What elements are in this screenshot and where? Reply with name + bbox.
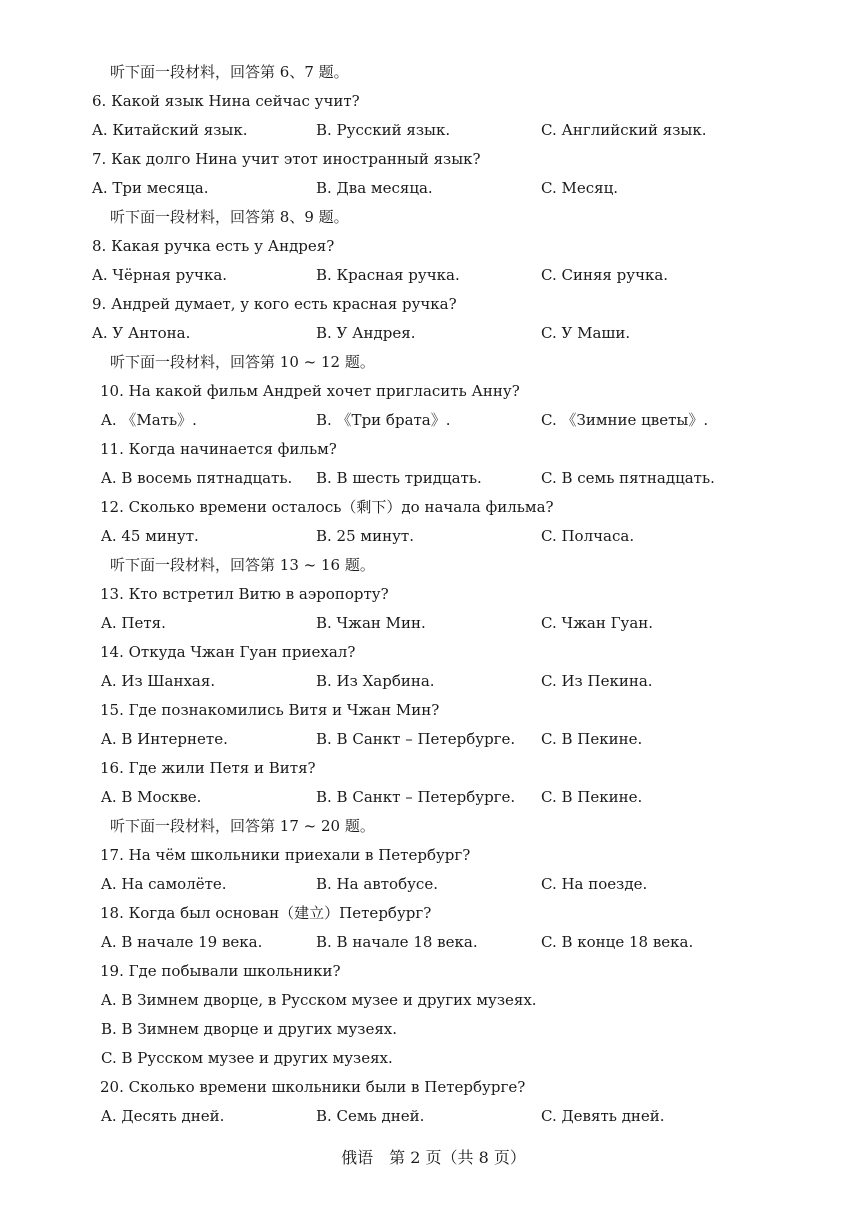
option-c: C. В конце 18 века. [541, 933, 694, 951]
question-13-options [0, 611, 867, 635]
question-text: 9. Андрей думает, у кого есть красная ручка? [92, 295, 457, 313]
option-a: A. 45 минут. [101, 527, 199, 545]
option-a: A. На самолёте. [101, 875, 227, 893]
option-c: C. В Русском музее и других музеях. [101, 1049, 393, 1067]
question-11-options [0, 466, 867, 490]
option-b: B. В Зимнем дворце и других музеях. [101, 1020, 398, 1038]
question-19-option-a [0, 988, 867, 1012]
question-10 [0, 379, 867, 403]
question-15 [0, 698, 867, 722]
question-12 [0, 495, 867, 519]
section-instruction [0, 814, 867, 838]
option-b: B. Чжан Мин. [316, 614, 426, 632]
option-a: A. У Антона. [92, 324, 191, 342]
option-b: B. Из Харбина. [316, 672, 435, 690]
option-a: A. В Зимнем дворце, в Русском музее и других музеях. [101, 991, 537, 1009]
section-instruction [0, 553, 867, 577]
question-text: 15. Где познакомились Витя и Чжан Мин? [100, 701, 440, 719]
question-6-options [0, 118, 867, 142]
section-instruction [0, 205, 867, 229]
question-text: 11. Когда начинается фильм? [100, 440, 337, 458]
question-7-options [0, 176, 867, 200]
question-8-options [0, 263, 867, 287]
instruction-text: 听下面一段材料，回答第 8、9 题。 [110, 208, 349, 226]
option-a: A. Чёрная ручка. [92, 266, 228, 284]
question-18-options [0, 930, 867, 954]
instruction-text: 听下面一段材料，回答第 13 ~ 16 题。 [110, 556, 375, 574]
option-c: C. Из Пекина. [541, 672, 653, 690]
option-c: C. Английский язык. [541, 121, 707, 139]
option-a: A. Китайский язык. [92, 121, 248, 139]
question-19-option-c [0, 1046, 867, 1070]
question-10-options [0, 408, 867, 432]
question-12-options [0, 524, 867, 548]
question-text: 12. Сколько времени осталось（剩下）до начала фильма? [100, 498, 554, 516]
section-instruction [0, 350, 867, 374]
question-text: 16. Где жили Петя и Витя? [100, 759, 316, 777]
option-c: C. Девять дней. [541, 1107, 665, 1125]
option-b: B. Семь дней. [316, 1107, 425, 1125]
question-16 [0, 756, 867, 780]
option-b: B. В шесть тридцать. [316, 469, 482, 487]
question-text: 20. Сколько времени школьники были в Петербурге? [100, 1078, 526, 1096]
question-8 [0, 234, 867, 258]
question-17 [0, 843, 867, 867]
question-14 [0, 640, 867, 664]
question-6 [0, 89, 867, 113]
option-b: B. Два месяца. [316, 179, 433, 197]
option-a: A. Петя. [101, 614, 166, 632]
option-c: C. В Пекине. [541, 788, 643, 806]
option-b: B. На автобусе. [316, 875, 438, 893]
question-text: 19. Где побывали школьники? [100, 962, 341, 980]
option-b: B. У Андрея. [316, 324, 416, 342]
question-11 [0, 437, 867, 461]
question-text: 6. Какой язык Нина сейчас учит? [92, 92, 360, 110]
page-footer: 俄语 第 2 页（共 8 页） [341, 1148, 526, 1167]
option-a: A. В Интернете. [101, 730, 228, 748]
instruction-text: 听下面一段材料，回答第 10 ~ 12 题。 [110, 353, 375, 371]
option-a: A. Три месяца. [92, 179, 209, 197]
question-7 [0, 147, 867, 171]
option-a: A. Десять дней. [101, 1107, 225, 1125]
option-b: B. 《Три брата》. [316, 411, 451, 429]
option-a: A. Из Шанхая. [101, 672, 216, 690]
option-c: C. В семь пятнадцать. [541, 469, 715, 487]
section-instruction [0, 60, 867, 84]
option-b: B. В Санкт – Петербурге. [316, 788, 516, 806]
option-c: C. Полчаса. [541, 527, 635, 545]
option-b: B. Красная ручка. [316, 266, 460, 284]
question-16-options [0, 785, 867, 809]
question-9 [0, 292, 867, 316]
option-a: A. В Москве. [101, 788, 202, 806]
option-c: C. В Пекине. [541, 730, 643, 748]
option-c: C. Чжан Гуан. [541, 614, 654, 632]
option-a: A. 《Мать》. [101, 411, 197, 429]
question-19 [0, 959, 867, 983]
question-text: 13. Кто встретил Витю в аэропорту? [100, 585, 389, 603]
question-14-options [0, 669, 867, 693]
question-15-options [0, 727, 867, 751]
option-b: B. 25 минут. [316, 527, 414, 545]
question-20-options [0, 1104, 867, 1128]
option-c: C. На поезде. [541, 875, 648, 893]
option-a: A. В восемь пятнадцать. [101, 469, 293, 487]
question-17-options [0, 872, 867, 896]
question-text: 17. На чём школьники приехали в Петербург? [100, 846, 471, 864]
option-b: B. В Санкт – Петербурге. [316, 730, 516, 748]
question-9-options [0, 321, 867, 345]
question-18 [0, 901, 867, 925]
question-text: 14. Откуда Чжан Гуан приехал? [100, 643, 356, 661]
option-b: B. Русский язык. [316, 121, 451, 139]
question-13 [0, 582, 867, 606]
option-c: C. 《Зимние цветы》. [541, 411, 709, 429]
question-text: 18. Когда был основан（建立）Петербург? [100, 904, 432, 922]
question-20 [0, 1075, 867, 1099]
option-a: A. В начале 19 века. [101, 933, 263, 951]
option-b: B. В начале 18 века. [316, 933, 478, 951]
option-c: C. У Маши. [541, 324, 631, 342]
question-text: 10. На какой фильм Андрей хочет пригласить Анну? [100, 382, 520, 400]
instruction-text: 听下面一段材料，回答第 6、7 题。 [110, 63, 349, 81]
question-text: 8. Какая ручка есть у Андрея? [92, 237, 335, 255]
option-c: C. Синяя ручка. [541, 266, 669, 284]
instruction-text: 听下面一段材料，回答第 17 ~ 20 题。 [110, 817, 375, 835]
question-19-option-b [0, 1017, 867, 1041]
option-c: C. Месяц. [541, 179, 618, 197]
question-text: 7. Как долго Нина учит этот иностранный язык? [92, 150, 481, 168]
